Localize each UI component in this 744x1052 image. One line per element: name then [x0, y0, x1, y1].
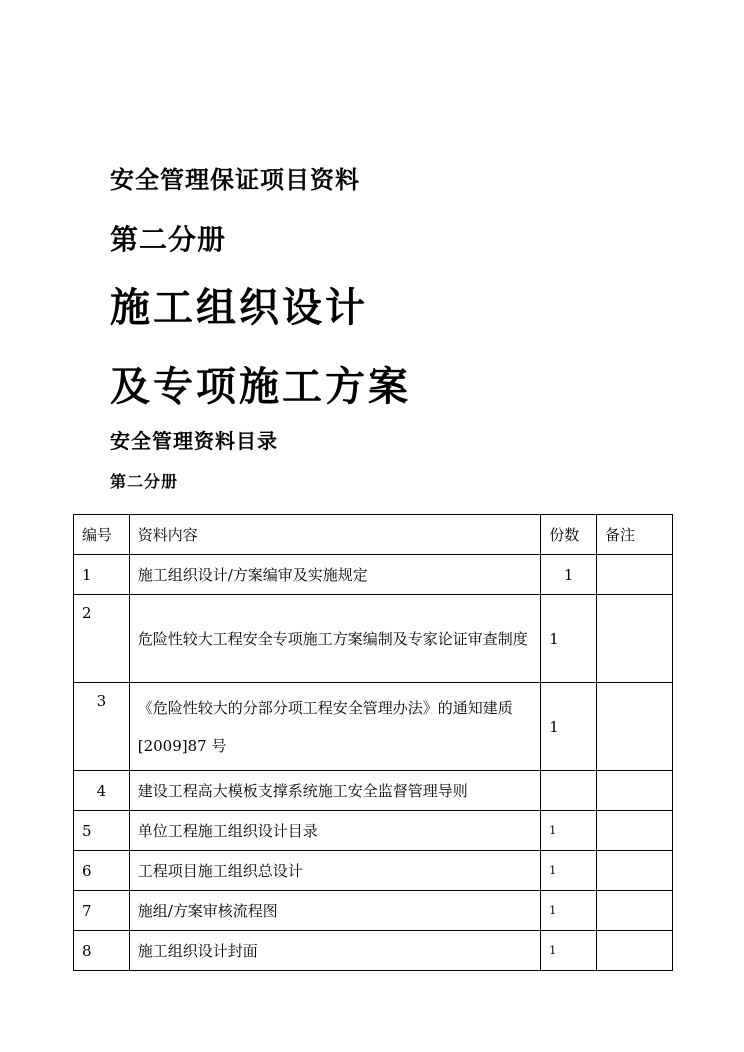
row-no: 4	[74, 771, 130, 811]
row-copies: 1	[541, 891, 597, 931]
row-content: 建设工程高大模板支撑系统施工安全监督管理导则	[129, 771, 540, 811]
table-row	[74, 891, 673, 931]
row-note	[596, 851, 672, 891]
row-no: 1	[74, 555, 130, 595]
main-title-construction-design: 施工组织设计	[110, 284, 368, 331]
header-copies: 份数	[541, 515, 597, 555]
row-no: 8	[74, 931, 130, 971]
row-no: 5	[74, 811, 130, 851]
row-note	[596, 771, 672, 811]
header-no: 编号	[74, 515, 130, 555]
row-note	[596, 931, 672, 971]
row-note	[596, 683, 672, 771]
toc-volume-label: 第二分册	[110, 472, 179, 491]
table-row	[74, 555, 673, 595]
table-row	[74, 931, 673, 971]
table-row	[74, 683, 673, 771]
row-note	[596, 891, 672, 931]
row-copies: 1	[541, 555, 597, 595]
volume-title: 第二分册	[110, 223, 227, 256]
row-content: 施工组织设计/方案编审及实施规定	[129, 555, 540, 595]
header-note: 备注	[596, 515, 672, 555]
row-copies: 1	[541, 931, 597, 971]
row-no: 2	[74, 595, 130, 683]
row-content: 单位工程施工组织设计目录	[129, 811, 540, 851]
table-row	[74, 851, 673, 891]
row-content: 工程项目施工组织总设计	[129, 851, 540, 891]
row-content	[129, 683, 540, 771]
row-content: 施组/方案审核流程图	[129, 891, 540, 931]
row-copies: 1	[541, 811, 597, 851]
doc-title-safety-materials: 安全管理保证项目资料	[110, 165, 360, 194]
row-content	[129, 595, 540, 683]
toc-title: 安全管理资料目录	[110, 429, 278, 453]
row-content: 施工组织设计封面	[129, 931, 540, 971]
row-content-text: 危险性较大工程安全专项施工方案编制及专家论证审查制度	[137, 629, 528, 648]
row-note	[596, 811, 672, 851]
table-row	[74, 595, 673, 683]
row-copies: 1	[541, 851, 597, 891]
row-copies: 1	[541, 595, 597, 683]
row-no: 6	[74, 851, 130, 891]
row-copies	[541, 771, 597, 811]
toc-table	[73, 514, 673, 971]
table-header-row	[74, 515, 673, 555]
row-no: 3	[74, 683, 130, 771]
row-no: 7	[74, 891, 130, 931]
table-row	[74, 771, 673, 811]
row-note	[596, 595, 672, 683]
table-row	[74, 811, 673, 851]
header-content: 资料内容	[129, 515, 540, 555]
main-title-special-plan: 及专项施工方案	[110, 363, 411, 410]
row-content-text: 《危险性较大的分部分项工程安全管理办法》的通知建质[2009]87 号	[137, 698, 513, 755]
row-note	[596, 555, 672, 595]
row-copies: 1	[541, 683, 597, 771]
